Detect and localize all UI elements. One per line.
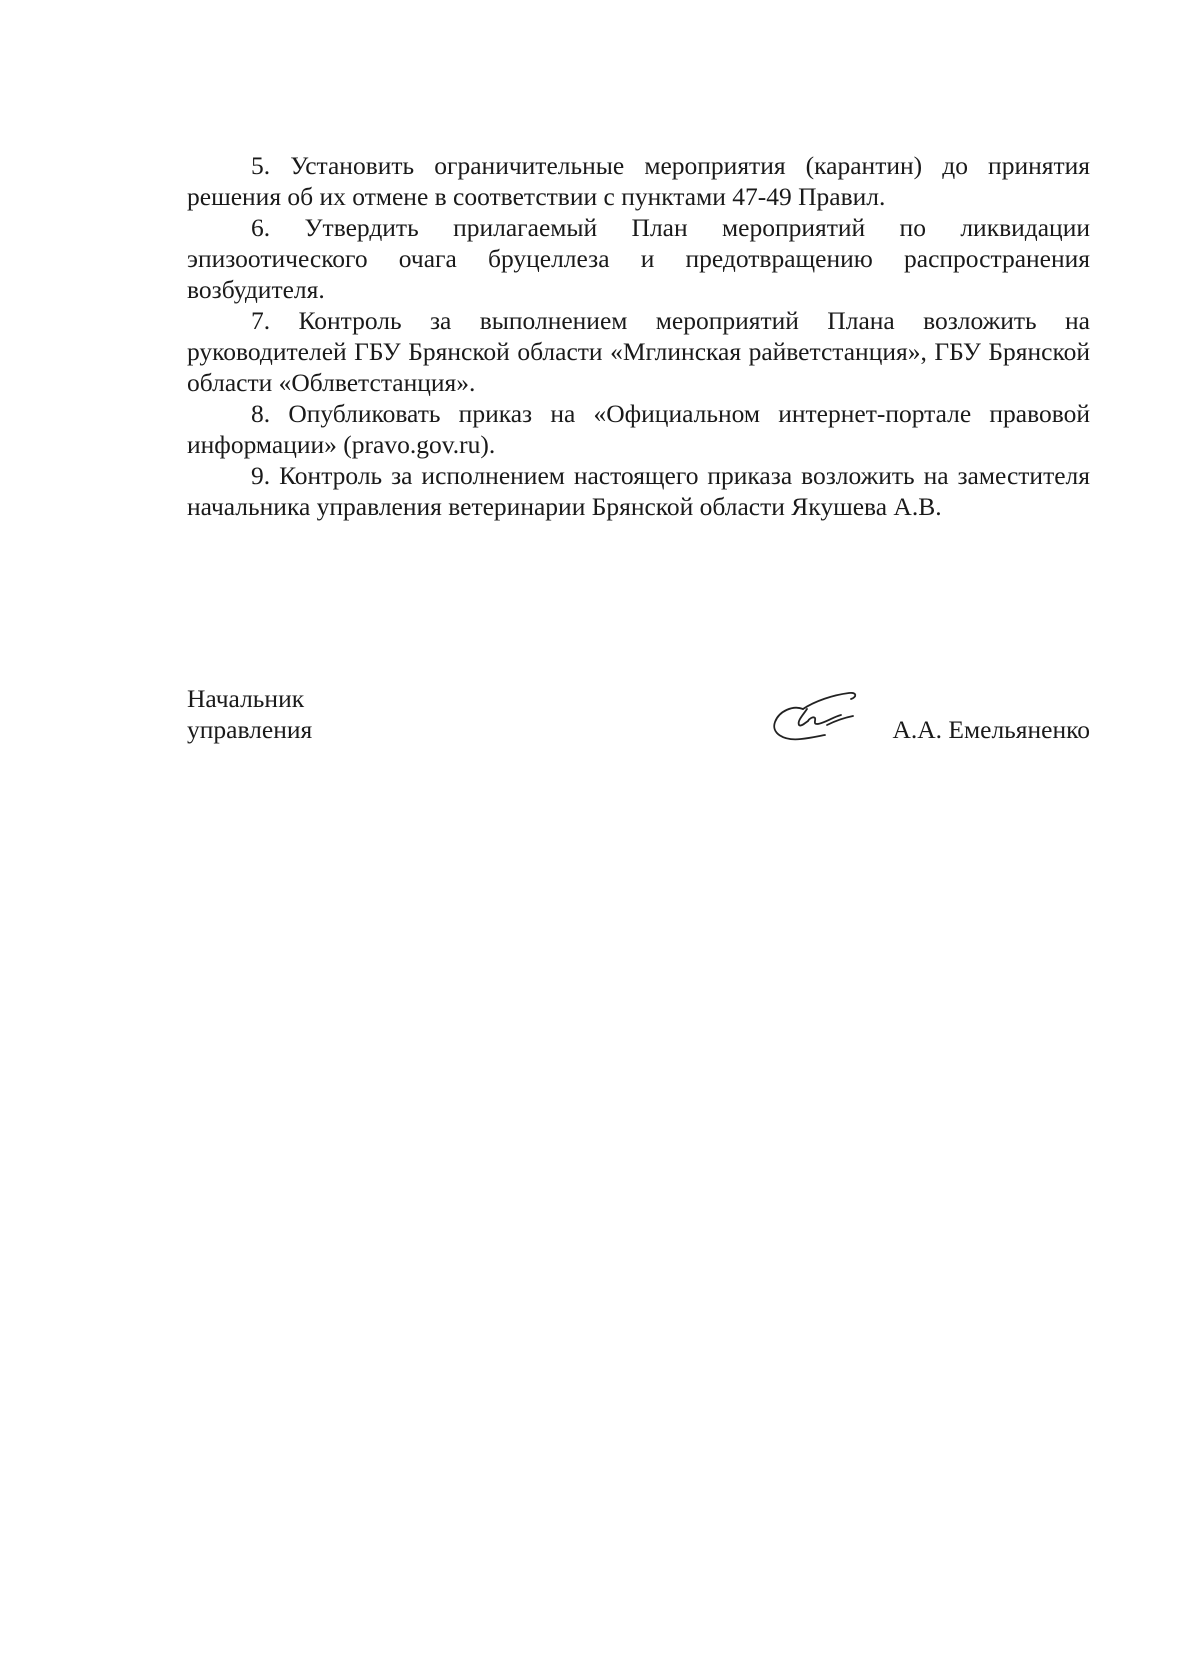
paragraph-8: 8. Опубликовать приказ на «Официальном интернет-портале правовой информации» (pravo.gov.ru). [187,399,1090,459]
paragraph-7: 7. Контроль за выполнением мероприятий Плана возложить на руководителей ГБУ Брянской области «Мглинская райветстанция», ГБУ Брянской области «Облветстанция». [187,306,1090,397]
paragraph-9: 9. Контроль за исполнением настоящего приказа возложить на заместителя начальника управления ветеринарии Брянской области Якушева А.В. [187,461,1090,521]
position-title-line-1: Начальник [187,684,305,713]
signature-block [187,683,1090,763]
paragraph-5: 5. Установить ограничительные мероприятия (карантин) до принятия решения об их отмене в соответствии с пунктами 47-49 Правил. [187,151,1090,211]
paragraph-6: 6. Утвердить прилагаемый План мероприятий по ликвидации эпизоотического очага бруцеллеза и предотвращению распространения возбудителя. [187,213,1090,304]
signatory-name: А.А. Емельяненко [892,715,1090,744]
handwritten-signature [767,689,867,745]
position-title [187,683,312,745]
document-body [187,150,1090,522]
position-title-line-2: управления [187,715,313,744]
